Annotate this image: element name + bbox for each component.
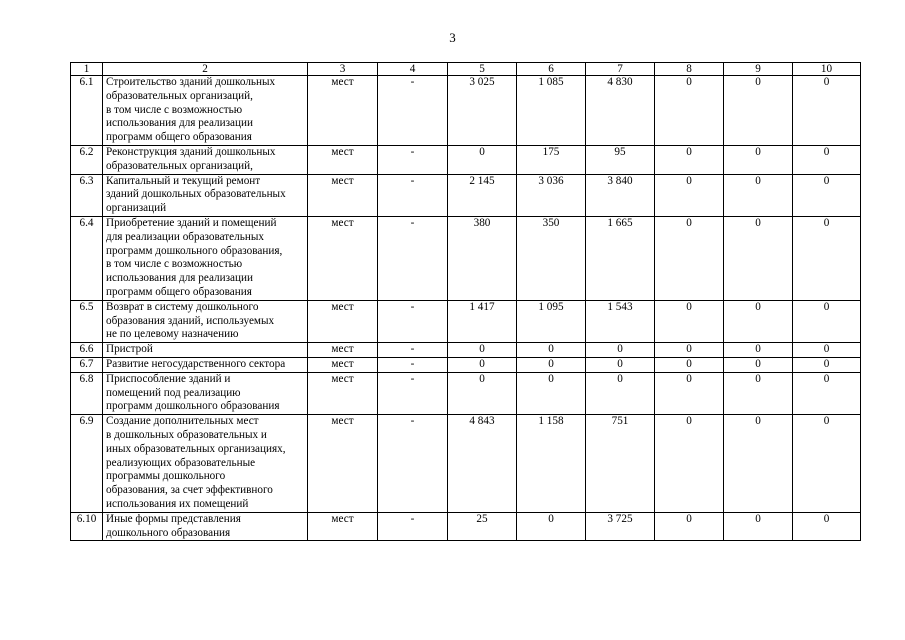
value-cell: 175 [517,145,586,174]
description-line: Приобретение зданий и помещений [106,216,277,229]
value-cell: 25 [448,512,517,541]
row-number: 6.7 [71,357,103,372]
value-cell: 0 [724,76,793,146]
row-number: 6.1 [71,76,103,146]
value-cell: 3 725 [586,512,655,541]
unit-cell: мест [308,76,378,146]
row-description [103,76,308,146]
description-line: дошкольного образования [106,526,231,539]
unit-cell: мест [308,343,378,358]
row-number: 6.10 [71,512,103,541]
row-number: 6.2 [71,145,103,174]
table-row [71,415,861,513]
value-cell: 0 [448,343,517,358]
value-cell: 0 [517,372,586,414]
value-cell: 0 [724,357,793,372]
value-cell: 0 [724,216,793,300]
row-description [103,145,308,174]
value-cell: 1 085 [517,76,586,146]
value-cell: - [378,415,448,513]
value-cell: 0 [724,343,793,358]
value-cell: 0 [793,357,861,372]
value-cell: 0 [586,372,655,414]
header-cell: 2 [103,63,308,76]
value-cell: 0 [793,372,861,414]
value-cell: 0 [655,415,724,513]
value-cell: 0 [517,512,586,541]
description-line: организаций [106,202,167,215]
value-cell: 0 [724,415,793,513]
value-cell: 0 [793,415,861,513]
description-line: в дошкольных образовательных и [106,428,267,441]
unit-cell: мест [308,372,378,414]
unit-cell: мест [308,174,378,216]
header-cell: 4 [378,63,448,76]
header-row [71,63,861,76]
value-cell: 0 [448,372,517,414]
table-row [71,300,861,342]
description-line: Развитие негосударственного сектора [106,357,286,370]
value-cell: 1 665 [586,216,655,300]
description-line: использования для реализации [106,117,253,130]
row-number: 6.6 [71,343,103,358]
value-cell: 751 [586,415,655,513]
description-line: помещений под реализацию [106,386,241,399]
table-row [71,357,861,372]
row-description [103,216,308,300]
value-cell: 0 [655,343,724,358]
value-cell: 4 843 [448,415,517,513]
header-cell: 5 [448,63,517,76]
value-cell: 0 [724,512,793,541]
unit-cell: мест [308,300,378,342]
value-cell: 0 [655,145,724,174]
value-cell: - [378,174,448,216]
value-cell: 0 [586,357,655,372]
row-number: 6.3 [71,174,103,216]
value-cell: - [378,372,448,414]
description-line: Пристрой [106,343,153,356]
description-line: Строительство зданий дошкольных [106,76,276,88]
value-cell: - [378,145,448,174]
value-cell: 4 830 [586,76,655,146]
table-row [71,372,861,414]
row-description [103,343,308,358]
value-cell: 1 543 [586,300,655,342]
header-cell: 9 [724,63,793,76]
value-cell: 0 [793,343,861,358]
value-cell: 0 [655,357,724,372]
value-cell: 0 [655,216,724,300]
value-cell: - [378,343,448,358]
unit-cell: мест [308,357,378,372]
value-cell: 3 025 [448,76,517,146]
description-line: использования их помещений [106,497,249,510]
value-cell: - [378,216,448,300]
row-number: 6.8 [71,372,103,414]
value-cell: 1 158 [517,415,586,513]
row-number: 6.9 [71,415,103,513]
value-cell: - [378,512,448,541]
value-cell: 0 [655,300,724,342]
value-cell: 0 [655,76,724,146]
header-cell: 8 [655,63,724,76]
description-line: программ дошкольного образования [106,400,280,413]
value-cell: 0 [793,145,861,174]
value-cell: 0 [586,343,655,358]
value-cell: 0 [655,372,724,414]
value-cell: 0 [517,343,586,358]
description-line: зданий дошкольных образовательных [106,188,286,201]
value-cell: 1 417 [448,300,517,342]
description-line: Приспособление зданий и [106,372,231,385]
description-line: использования для реализации [106,272,253,285]
value-cell: 0 [724,174,793,216]
unit-cell: мест [308,145,378,174]
data-table [70,62,861,541]
description-line: образовательных организаций, [106,159,253,172]
header-cell: 1 [71,63,103,76]
table-row [71,174,861,216]
description-line: программы дошкольного [106,470,226,483]
value-cell: 0 [655,512,724,541]
description-line: для реализации образовательных [106,230,264,243]
description-line: Возврат в систему дошкольного [106,300,259,313]
description-line: Капитальный и текущий ремонт [106,174,261,187]
value-cell: 3 036 [517,174,586,216]
value-cell: 380 [448,216,517,300]
value-cell: 3 840 [586,174,655,216]
value-cell: 0 [724,372,793,414]
value-cell: 1 095 [517,300,586,342]
value-cell: 0 [724,300,793,342]
value-cell: 0 [448,357,517,372]
page-number: 3 [449,30,456,45]
row-description [103,357,308,372]
value-cell: 95 [586,145,655,174]
value-cell: 0 [793,174,861,216]
value-cell: 0 [793,76,861,146]
row-number: 6.5 [71,300,103,342]
row-number: 6.4 [71,216,103,300]
table-row [71,76,861,146]
value-cell: - [378,357,448,372]
table-row [71,512,861,541]
table-row [71,145,861,174]
row-description [103,415,308,513]
header-cell: 6 [517,63,586,76]
value-cell: 0 [793,216,861,300]
description-line: Иные формы представления [106,512,241,525]
description-line: реализующих образовательные [106,456,256,469]
row-description [103,372,308,414]
description-line: программ общего образования [106,131,252,144]
value-cell: 0 [655,174,724,216]
header-cell: 7 [586,63,655,76]
unit-cell: мест [308,512,378,541]
value-cell: 0 [793,300,861,342]
value-cell: 350 [517,216,586,300]
description-line: образования зданий, используемых [106,314,275,327]
description-line: образования, за счет эффективного [106,484,273,497]
table-row [71,216,861,300]
value-cell: 0 [793,512,861,541]
value-cell: 0 [724,145,793,174]
value-cell: - [378,300,448,342]
value-cell: 2 145 [448,174,517,216]
row-description [103,174,308,216]
value-cell: 0 [517,357,586,372]
description-line: в том числе с возможностью [106,103,243,116]
description-line: в том числе с возможностью [106,258,243,271]
unit-cell: мест [308,415,378,513]
value-cell: - [378,76,448,146]
table-row [71,343,861,358]
description-line: Создание дополнительных мест [106,415,259,428]
header-cell: 10 [793,63,861,76]
description-line: программ общего образования [106,285,252,298]
header-cell: 3 [308,63,378,76]
unit-cell: мест [308,216,378,300]
row-description [103,512,308,541]
value-cell: 0 [448,145,517,174]
description-line: образовательных организаций, [106,89,253,102]
description-line: программ дошкольного образования, [106,244,283,257]
description-line: Реконструкция зданий дошкольных [106,145,276,158]
description-line: не по целевому назначению [106,328,239,341]
description-line: иных образовательных организациях, [106,442,286,455]
row-description [103,300,308,342]
